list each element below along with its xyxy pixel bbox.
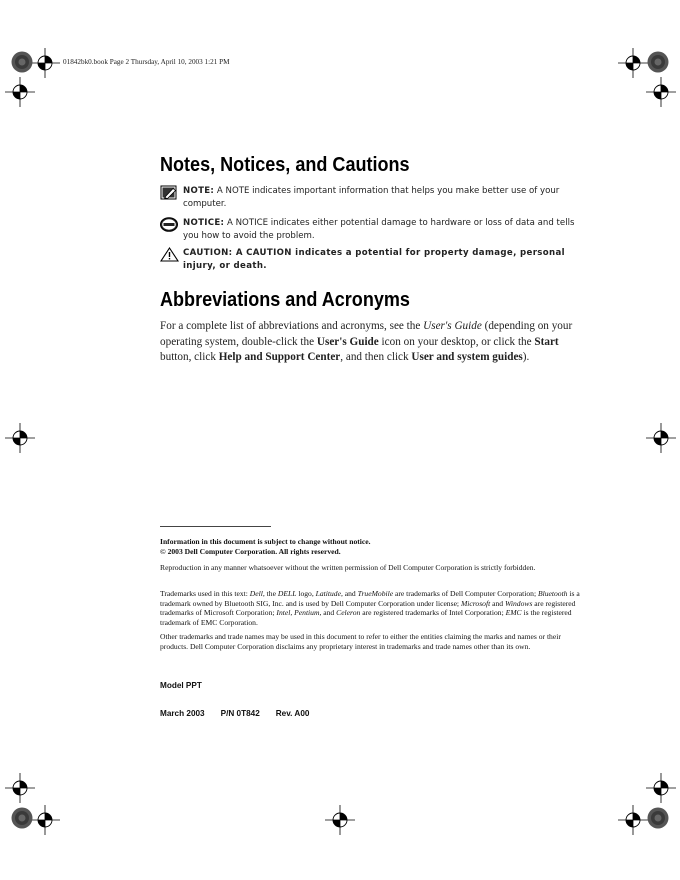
- registration-mark-icon: [646, 77, 676, 107]
- tm-text: , and: [319, 608, 337, 618]
- registration-mark-icon: [30, 805, 60, 835]
- revision: Rev. A00: [275, 709, 310, 718]
- color-bar-dot-icon: [646, 50, 670, 74]
- tm-truemobile: TrueMobile: [357, 589, 394, 598]
- tm-emc: EMC: [505, 608, 522, 618]
- tm-text: are registered trademarks of Intel Corporation;: [360, 608, 506, 618]
- start-label: Start: [534, 335, 559, 348]
- note-label: NOTE:: [183, 186, 215, 196]
- reproduction-text: Reproduction in any manner whatsoever without the written permission of Dell Computer Corporation is strictly forbidden.: [160, 563, 536, 572]
- registration-mark-icon: [646, 423, 676, 453]
- tm-text: are registered trademarks of Microsoft Corporation;: [160, 598, 576, 618]
- info-line-1: Information in this document is subject to change without notice.: [160, 537, 371, 546]
- para-text-4: button, click: [160, 351, 219, 363]
- tm-latitude: Latitude: [315, 589, 341, 598]
- tm-dell: Dell: [249, 589, 263, 598]
- para-text-5: , and then click: [340, 351, 412, 363]
- tm-text: and: [490, 598, 505, 608]
- tm-celeron: Celeron: [336, 608, 361, 618]
- info-line-2: © 2003 Dell Computer Corporation. All rights reserved.: [160, 546, 341, 556]
- caution-triangle-icon: [160, 247, 179, 262]
- note-text: A NOTE indicates important information that helps you make better use of your computer.: [183, 186, 560, 209]
- tm-dell-logo: DELL: [277, 589, 297, 598]
- para-text-6: ).: [522, 351, 530, 363]
- tm-text: is the registered trademark of EMC Corporation.: [160, 608, 572, 628]
- para-text-2: (depending on your operating system, double-click the: [160, 320, 573, 348]
- note-block: [160, 185, 580, 210]
- user-system-guides-label: User and system guides: [411, 351, 523, 363]
- tm-text: , the: [262, 589, 278, 598]
- trademarks-text: [160, 589, 580, 628]
- part-number: P/N 0T842: [220, 709, 260, 718]
- help-support-label: Help and Support Center: [218, 351, 341, 363]
- notice-text: A NOTICE indicates either potential damage to hardware or loss of data and tells you how to avoid the problem.: [183, 218, 575, 241]
- users-guide-bold: User's Guide: [316, 335, 379, 348]
- registration-mark-icon: [646, 773, 676, 803]
- caution-label: CAUTION:: [183, 248, 233, 258]
- registration-mark-icon: [618, 805, 648, 835]
- registration-mark-icon: [30, 48, 60, 78]
- registration-mark-icon: [5, 77, 35, 107]
- registration-mark-icon: [618, 48, 648, 78]
- color-bar-dot-icon: [10, 806, 34, 830]
- tm-bluetooth: Bluetooth: [537, 589, 568, 598]
- legal-info: [160, 537, 580, 556]
- tm-text: Trademarks used in this text:: [160, 589, 250, 598]
- registration-mark-icon: [5, 773, 35, 803]
- tm-pentium: Pentium: [294, 608, 320, 618]
- registration-mark-icon: [325, 805, 355, 835]
- tm-text: , and: [340, 589, 358, 598]
- para-text-3: icon on your desktop, or click the: [378, 335, 535, 348]
- model-number: Model PPT: [160, 681, 202, 690]
- print-header: 01842bk0.book Page 2 Thursday, April 10, 2003 1:21 PM: [63, 58, 230, 66]
- registration-mark-icon: [5, 423, 35, 453]
- print-date: March 2003: [160, 709, 205, 718]
- notice-stop-icon: [160, 217, 179, 232]
- notice-label: NOTICE:: [183, 218, 225, 228]
- section-title-notes: Notes, Notices, and Cautions: [160, 153, 410, 176]
- tm-microsoft: Microsoft: [460, 598, 491, 608]
- tm-text: logo,: [296, 589, 316, 598]
- abbreviations-paragraph: [160, 319, 585, 366]
- tm-text: ,: [290, 608, 295, 618]
- note-pencil-icon: [160, 185, 179, 200]
- footnote-rule: [160, 526, 271, 527]
- tm-intel: Intel: [276, 608, 291, 618]
- color-bar-dot-icon: [10, 50, 34, 74]
- notice-block: [160, 217, 580, 242]
- tm-windows: Windows: [504, 598, 533, 608]
- tm-text: is a trademark owned by Bluetooth SIG, Inc. and is used by Dell Computer Corporation under license;: [160, 589, 580, 608]
- caution-text: A CAUTION indicates a potential for property damage, personal injury, or death.: [183, 248, 565, 271]
- para-text-1: For a complete list of abbreviations and acronyms, see the: [160, 320, 424, 332]
- caution-block: [160, 247, 580, 272]
- users-guide-italic: User's Guide: [423, 320, 482, 332]
- part-number-line: [160, 709, 325, 718]
- other-trademarks-text: Other trademarks and trade names may be used in this document to refer to either the entities claiming the marks and names or their products. Dell Computer Corporation disclaims any proprietary interest in trademarks and trade names other than its own.: [160, 632, 561, 651]
- color-bar-dot-icon: [646, 806, 670, 830]
- section-title-abbreviations: Abbreviations and Acronyms: [160, 288, 410, 311]
- tm-text: are trademarks of Dell Computer Corporation;: [393, 589, 538, 598]
